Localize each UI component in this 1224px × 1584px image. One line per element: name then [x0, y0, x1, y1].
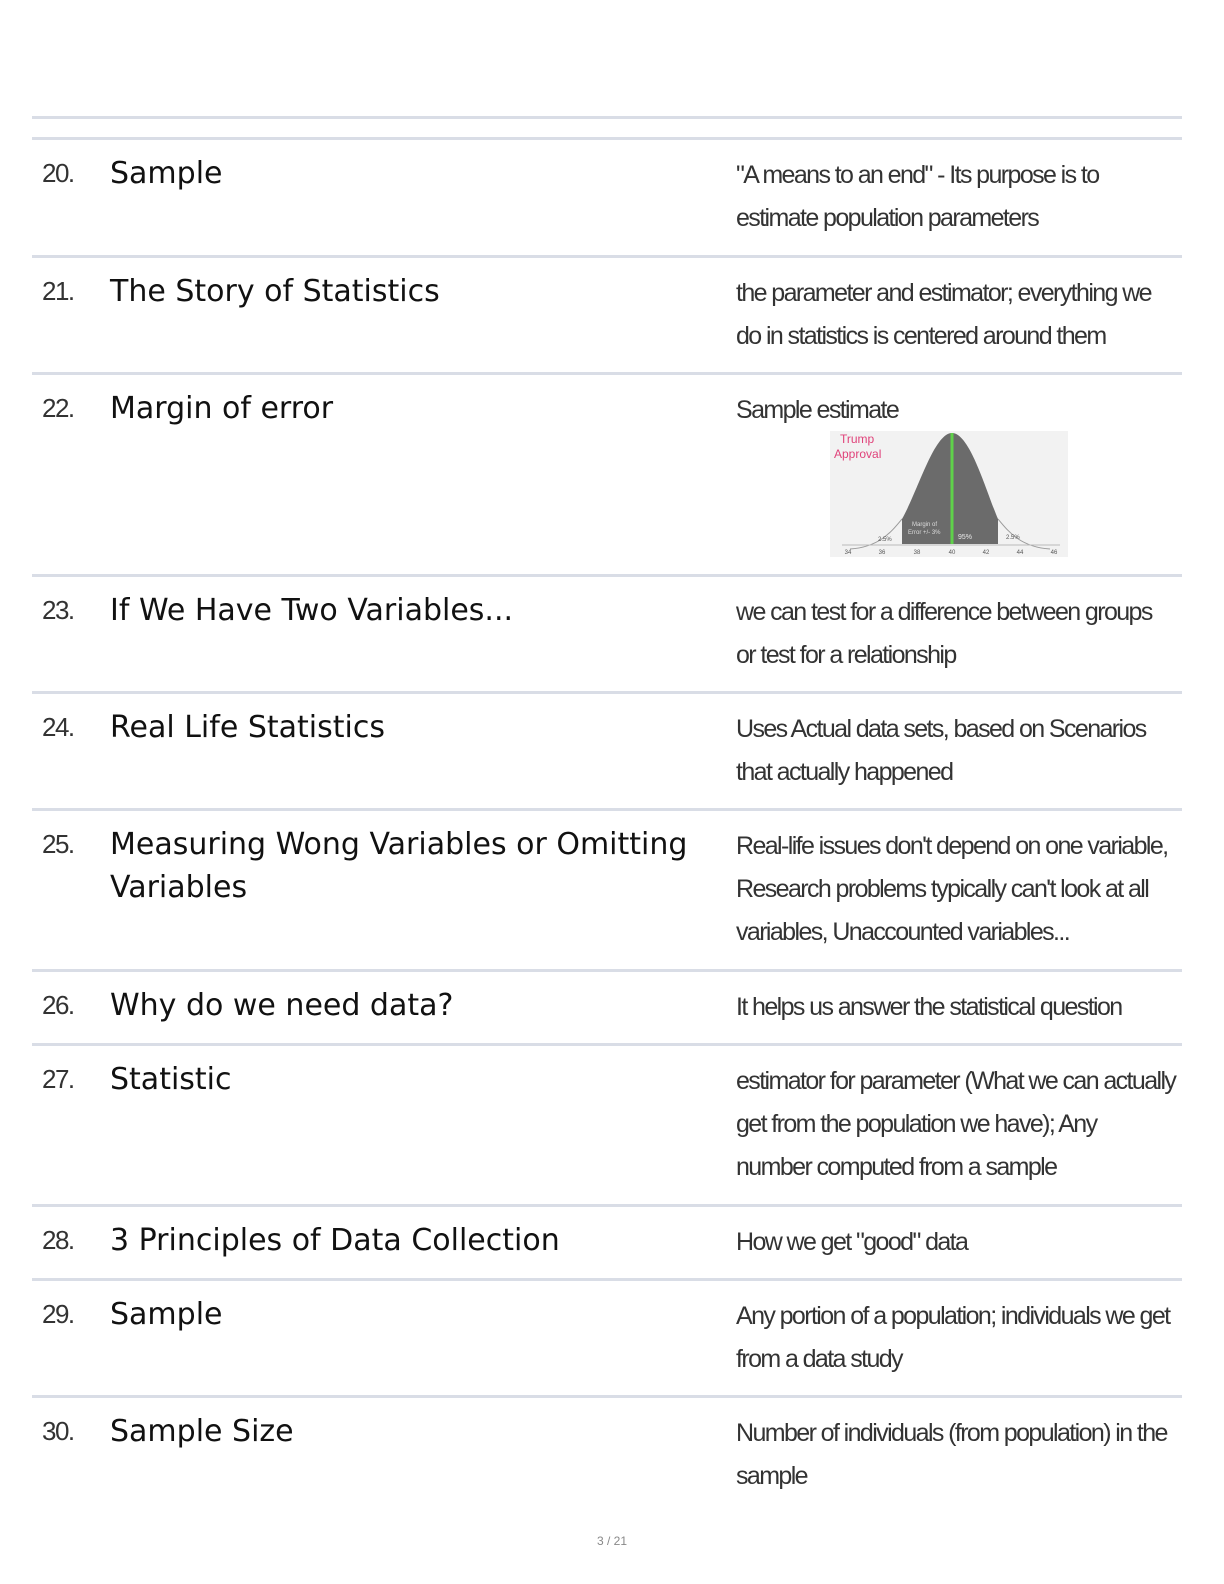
- term-row: [32, 375, 1182, 574]
- definition: we can test for a difference between groups or test for a relationship: [736, 598, 1152, 669]
- figure-center-percent: 95%: [958, 534, 973, 541]
- figure-tick-label: 38: [913, 550, 921, 556]
- row-number: 27.: [42, 1064, 74, 1094]
- term: Measuring Wong Variables or Omitting Variables: [110, 827, 688, 905]
- term: Statistic: [110, 1062, 232, 1097]
- term-row: [32, 1207, 1182, 1278]
- row-number: 24.: [42, 712, 74, 742]
- figure-tick-label: 44: [1016, 550, 1024, 556]
- row-number: 25.: [42, 829, 74, 859]
- term: Sample: [110, 156, 223, 191]
- row-number: 21.: [42, 276, 74, 306]
- figure-label: Approval: [834, 447, 882, 461]
- term: Sample Size: [110, 1414, 294, 1449]
- definition: "A means to an end" - Its purpose is to estimate population parameters: [736, 161, 1099, 232]
- row-number: 23.: [42, 595, 74, 625]
- definition: Sample estimate: [736, 396, 899, 424]
- figure-right-percent: 2.5%: [1006, 535, 1020, 541]
- row-number: 22.: [42, 393, 74, 423]
- term: Why do we need data?: [110, 988, 454, 1023]
- row-number: 20.: [42, 158, 74, 188]
- term-row: [32, 1046, 1182, 1204]
- bell-curve-image: [830, 431, 1068, 557]
- definition: It helps us answer the statistical question: [736, 993, 1122, 1021]
- term-row: [32, 1398, 1182, 1508]
- term-row: [32, 577, 1182, 691]
- figure-tick-label: 46: [1050, 550, 1058, 556]
- row-number: 26.: [42, 990, 74, 1020]
- figure-left-percent: 2.5%: [878, 537, 892, 543]
- figure-tick-label: 42: [982, 550, 990, 556]
- figure-inner-text: Margin of: [912, 522, 938, 528]
- term: Margin of error: [110, 391, 334, 426]
- top-rule: [32, 116, 1182, 119]
- term: Sample: [110, 1297, 223, 1332]
- term-row: [32, 1281, 1182, 1395]
- figure-tick-label: 34: [844, 550, 852, 556]
- margin-of-error-figure: [830, 431, 1068, 557]
- term-row: [32, 694, 1182, 808]
- figure-inner-text: Error +/- 3%: [908, 530, 941, 536]
- definition: How we get "good" data: [736, 1228, 968, 1256]
- term-row: [32, 258, 1182, 372]
- definition: Any portion of a population; individuals we get from a data study: [736, 1302, 1170, 1373]
- page-number: 3 / 21: [596, 1534, 628, 1548]
- term-row: [32, 140, 1182, 255]
- definition: Real-life issues don't depend on one variable, Research problems typically can't look at all variables, Unaccounted variables...: [736, 832, 1168, 946]
- definition: estimator for parameter (What we can actually get from the population we have); Any number computed from a sample: [736, 1067, 1176, 1181]
- definition: Number of individuals (from population) in the sample: [736, 1419, 1167, 1490]
- term: If We Have Two Variables...: [110, 593, 514, 628]
- row-number: 29.: [42, 1299, 74, 1329]
- figure-label: Trump: [840, 432, 875, 446]
- term-row: [32, 811, 1182, 969]
- term: The Story of Statistics: [110, 274, 440, 309]
- figure-tick-label: 40: [948, 550, 956, 556]
- definition: the parameter and estimator; everything we do in statistics is centered around them: [736, 279, 1151, 350]
- definition: Uses Actual data sets, based on Scenarios that actually happened: [736, 715, 1146, 786]
- row-number: 30.: [42, 1416, 74, 1446]
- term-row: [32, 972, 1182, 1043]
- term: 3 Principles of Data Collection: [110, 1223, 560, 1258]
- term: Real Life Statistics: [110, 710, 385, 745]
- row-number: 28.: [42, 1225, 74, 1255]
- figure-tick-label: 36: [878, 550, 886, 556]
